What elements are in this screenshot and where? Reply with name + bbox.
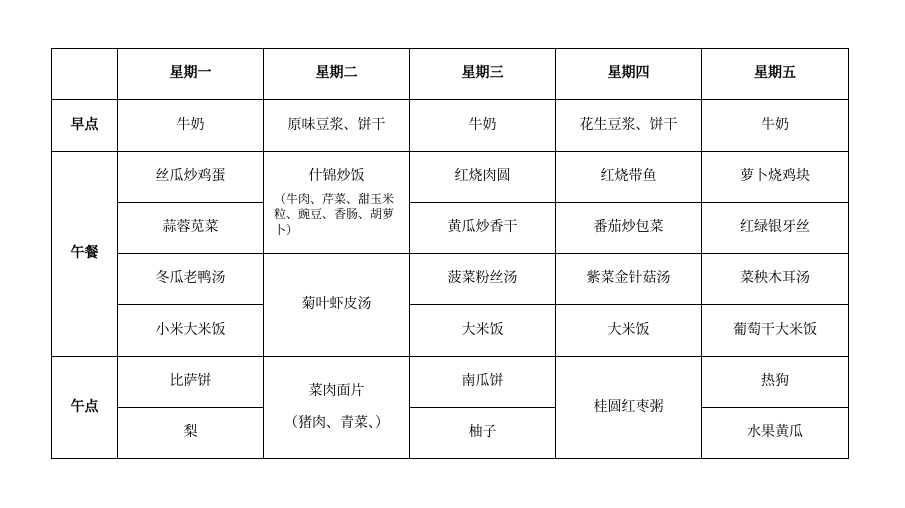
corner-cell — [52, 49, 118, 100]
day-header-thu: 星期四 — [556, 49, 702, 100]
breakfast-row — [52, 100, 849, 152]
lunch-thu-3: 紫菜金针菇汤 — [556, 254, 702, 305]
lunch-thu-2: 番茄炒包菜 — [556, 203, 702, 254]
lunch-tue-note: （牛肉、芹菜、甜玉米粒、豌豆、香肠、胡萝卜） — [274, 191, 395, 237]
lunch-tue-main-cell — [264, 152, 410, 254]
lunch-mon-1: 丝瓜炒鸡蛋 — [118, 152, 264, 203]
snack-wed-1: 南瓜饼 — [410, 357, 556, 408]
lunch-tue-soup: 菊叶虾皮汤 — [264, 254, 410, 357]
breakfast-tue: 原味豆浆、饼干 — [264, 100, 410, 152]
snack-tue-cell — [264, 357, 410, 459]
breakfast-label: 早点 — [52, 100, 118, 152]
lunch-fri-1: 萝卜烧鸡块 — [702, 152, 849, 203]
breakfast-fri: 牛奶 — [702, 100, 849, 152]
snack-row-1 — [52, 357, 849, 408]
snack-mon-2: 梨 — [118, 408, 264, 459]
day-header-tue: 星期二 — [264, 49, 410, 100]
weekly-menu-table — [51, 48, 849, 459]
lunch-row-3 — [52, 254, 849, 305]
snack-label: 午点 — [52, 357, 118, 459]
breakfast-thu: 花生豆浆、饼干 — [556, 100, 702, 152]
lunch-thu-1: 红烧带鱼 — [556, 152, 702, 203]
lunch-wed-4: 大米饭 — [410, 305, 556, 357]
lunch-wed-2: 黄瓜炒香干 — [410, 203, 556, 254]
snack-mon-1: 比萨饼 — [118, 357, 264, 408]
breakfast-wed: 牛奶 — [410, 100, 556, 152]
lunch-fri-4: 葡萄干大米饭 — [702, 305, 849, 357]
snack-tue-note: （猪肉、青菜、） — [284, 414, 389, 431]
snack-fri-2: 水果黄瓜 — [702, 408, 849, 459]
lunch-row-2 — [52, 203, 849, 254]
snack-tue-main: 菜肉面片 — [308, 383, 365, 399]
lunch-mon-2: 蒜蓉苋菜 — [118, 203, 264, 254]
lunch-thu-4: 大米饭 — [556, 305, 702, 357]
snack-row-2 — [52, 408, 849, 459]
lunch-fri-2: 红绿银牙丝 — [702, 203, 849, 254]
day-header-fri: 星期五 — [702, 49, 849, 100]
lunch-row-4 — [52, 305, 849, 357]
lunch-mon-4: 小米大米饭 — [118, 305, 264, 357]
lunch-tue-main: 什锦炒饭 — [308, 168, 365, 184]
day-header-mon: 星期一 — [118, 49, 264, 100]
snack-fri-1: 热狗 — [702, 357, 849, 408]
lunch-mon-3: 冬瓜老鸭汤 — [118, 254, 264, 305]
day-header-wed: 星期三 — [410, 49, 556, 100]
snack-wed-2: 柚子 — [410, 408, 556, 459]
lunch-wed-3: 菠菜粉丝汤 — [410, 254, 556, 305]
header-row — [52, 49, 849, 100]
lunch-row-1 — [52, 152, 849, 203]
lunch-label: 午餐 — [52, 152, 118, 357]
snack-thu: 桂圆红枣粥 — [556, 357, 702, 459]
lunch-fri-3: 菜秧木耳汤 — [702, 254, 849, 305]
lunch-wed-1: 红烧肉圆 — [410, 152, 556, 203]
breakfast-mon: 牛奶 — [118, 100, 264, 152]
